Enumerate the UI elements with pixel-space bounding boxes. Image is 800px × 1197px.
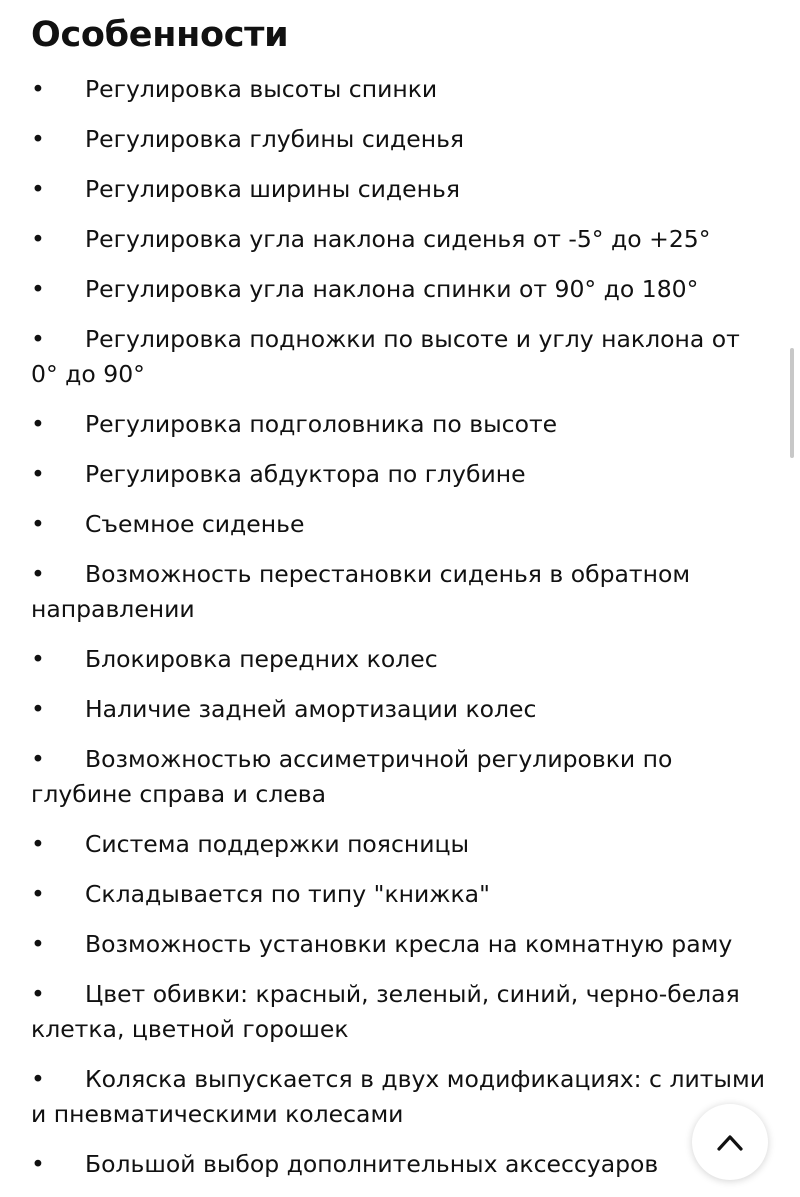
bullet: • — [31, 830, 45, 858]
bullet: • — [31, 175, 45, 203]
feature-text: Регулировка высоты спинки — [85, 75, 438, 103]
feature-text: Складывается по типу "книжка" — [85, 880, 490, 908]
feature-item — [31, 507, 771, 542]
feature-text: Коляска выпускается в двух модификациях: с литыми и пневматическими колесами — [31, 1065, 765, 1128]
feature-text: Наличие задней амортизации колес — [85, 695, 537, 723]
bullet: • — [31, 75, 45, 103]
feature-text: Регулировка ширины сиденья — [85, 175, 460, 203]
feature-text: Система поддержки поясницы — [85, 830, 470, 858]
bullet: • — [31, 1065, 45, 1093]
feature-text: Большой выбор дополнительных аксессуаров — [85, 1150, 659, 1178]
feature-item — [31, 222, 771, 257]
feature-text: Съемное сиденье — [85, 510, 305, 538]
features-section — [31, 0, 771, 1197]
feature-text: Регулировка подголовника по высоте — [85, 410, 558, 438]
bullet: • — [31, 930, 45, 958]
feature-text: Возможность установки кресла на комнатную раму — [85, 930, 733, 958]
feature-text: Блокировка передних колес — [85, 645, 438, 673]
feature-item — [31, 1147, 771, 1182]
bullet: • — [31, 1150, 45, 1178]
feature-item — [31, 457, 771, 492]
bullet: • — [31, 980, 45, 1008]
feature-item — [31, 322, 771, 392]
feature-item — [31, 692, 771, 727]
feature-item — [31, 642, 771, 677]
feature-text: Регулировка угла наклона сиденья от -5° до +25° — [85, 225, 711, 253]
feature-item — [31, 1062, 771, 1132]
feature-text: Цвет обивки: красный, зеленый, синий, черно-белая клетка, цветной горошек — [31, 980, 740, 1043]
bullet: • — [31, 460, 45, 488]
bullet: • — [31, 510, 45, 538]
feature-item — [31, 827, 771, 862]
feature-item — [31, 172, 771, 207]
bullet: • — [31, 560, 45, 588]
bullet: • — [31, 410, 45, 438]
feature-item — [31, 72, 771, 107]
scrollbar-thumb[interactable] — [790, 348, 794, 458]
feature-text: Регулировка угла наклона спинки от 90° до 180° — [85, 275, 699, 303]
bullet: • — [31, 225, 45, 253]
feature-text: Регулировка абдуктора по глубине — [85, 460, 526, 488]
feature-text: Регулировка глубины сиденья — [85, 125, 465, 153]
bullet: • — [31, 695, 45, 723]
feature-item — [31, 407, 771, 442]
feature-item — [31, 122, 771, 157]
bullet: • — [31, 645, 45, 673]
feature-item — [31, 927, 771, 962]
section-title: Особенности — [31, 15, 289, 55]
feature-item — [31, 272, 771, 307]
feature-item — [31, 877, 771, 912]
bullet: • — [31, 745, 45, 773]
bullet: • — [31, 275, 45, 303]
bullet: • — [31, 880, 45, 908]
bullet: • — [31, 125, 45, 153]
scroll-to-top-button[interactable] — [692, 1104, 768, 1180]
feature-item — [31, 557, 771, 627]
feature-item — [31, 742, 771, 812]
bullet: • — [31, 325, 45, 353]
features-list — [31, 72, 771, 1182]
feature-text: Возможность перестановки сиденья в обратном направлении — [31, 560, 691, 623]
chevron-up-icon — [716, 1132, 744, 1152]
feature-item — [31, 977, 771, 1047]
feature-text: Возможностью ассиметричной регулировки по глубине справа и слева — [31, 745, 673, 808]
feature-text: Регулировка подножки по высоте и углу наклона от 0° до 90° — [31, 325, 740, 388]
